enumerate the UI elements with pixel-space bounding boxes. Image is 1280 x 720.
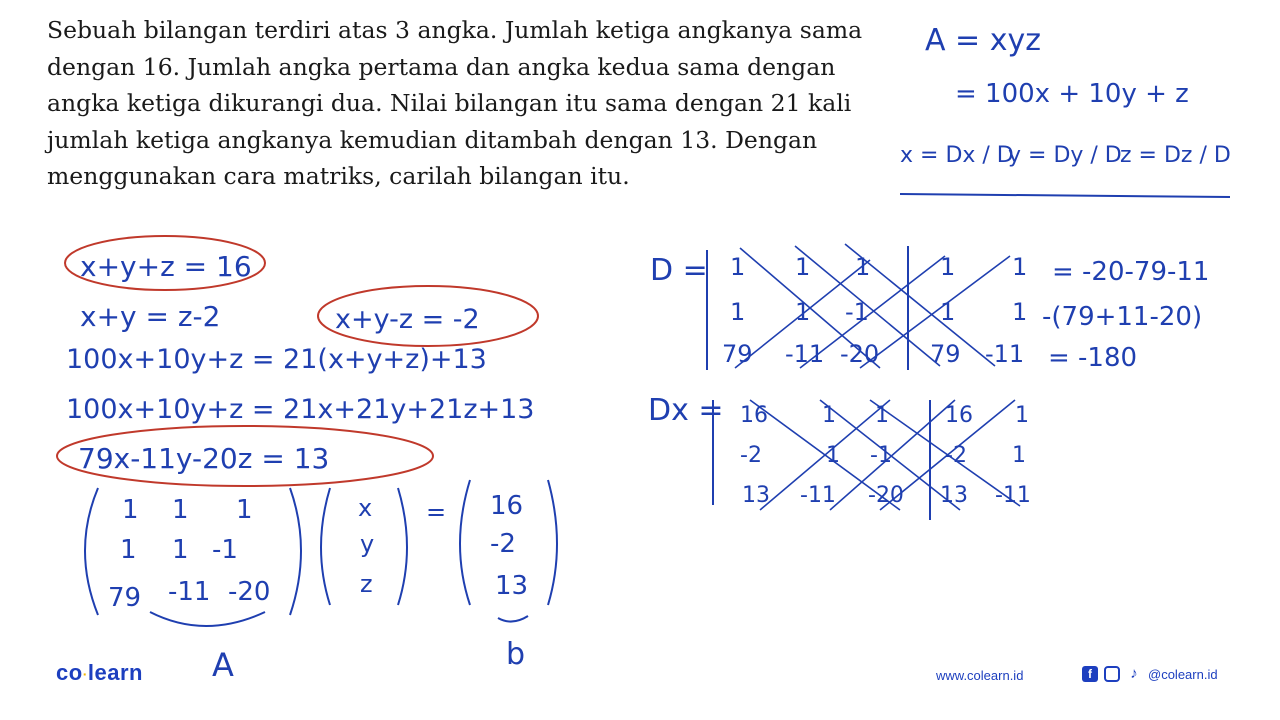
det-cell: -2 (945, 443, 967, 468)
vector-var: x (358, 494, 373, 522)
logo-right: learn (87, 660, 143, 685)
d-calc-line-1: = -20-79-11 (1052, 257, 1210, 287)
det-cell: 1 (940, 298, 956, 326)
matrix-cell: -20 (228, 577, 271, 607)
problem-line: Sebuah bilangan terdiri atas 3 angka. Jumlah ketiga angkanya sama (47, 16, 863, 44)
vector-var: z (360, 570, 373, 598)
det-cell: 1 (855, 253, 871, 281)
det-cell: 1 (875, 403, 889, 428)
social-links (1082, 666, 1218, 682)
det-cell: 1 (826, 443, 840, 468)
matrix-a-right-paren (290, 488, 301, 615)
det-cell: -11 (995, 483, 1031, 508)
vector-b-cell: 16 (490, 491, 524, 521)
vector-b-left-paren (460, 480, 470, 605)
instagram-icon[interactable] (1104, 666, 1120, 682)
det-cell: 1 (1012, 443, 1026, 468)
matrix-cell: 1 (236, 495, 253, 525)
footer-bar (0, 650, 1280, 700)
det-cell: -11 (800, 483, 836, 508)
cramer-x: x = Dx / D (900, 143, 1014, 168)
matrix-a (108, 495, 270, 613)
problem-line: menggunakan cara matriks, carilah bilangan itu. (47, 162, 630, 191)
d-calc-line-2: -(79+11-20) (1042, 302, 1203, 332)
d-calc-result: = -180 (1048, 343, 1138, 373)
determinant-d-label: D = (650, 253, 708, 288)
det-cell: -1 (845, 298, 869, 326)
problem-line: jumlah ketiga angkanya kemudian ditambah dengan 13. Dengan (47, 125, 818, 154)
det-cell: -1 (870, 443, 892, 468)
equation-3: 100x+10y+z = 21(x+y+z)+13 (66, 344, 487, 375)
det-cell: 1 (940, 253, 956, 281)
label-b: b (506, 637, 526, 672)
matrix-cell: 1 (172, 495, 189, 525)
equation-3c: 79x-11y-20z = 13 (78, 442, 330, 475)
equation-3b: 100x+10y+z = 21x+21y+21z+13 (66, 394, 535, 425)
equals-sign: = (426, 498, 447, 526)
cramer-y: y = Dy / D (1008, 143, 1122, 168)
facebook-icon[interactable]: f (1082, 666, 1098, 682)
det-cell: 1 (730, 298, 746, 326)
det-cell: -20 (868, 483, 904, 508)
matrix-cell: 1 (122, 495, 139, 525)
vector-var: y (360, 530, 375, 558)
det-cell: 16 (945, 403, 973, 428)
equation-2b: x+y-z = -2 (335, 304, 480, 335)
det-cell: -2 (740, 443, 762, 468)
det-cell: 1 (1012, 298, 1028, 326)
det-cell: -11 (985, 340, 1025, 368)
equation-2: x+y = z-2 (80, 300, 221, 333)
problem-line: angka ketiga dikurangi dua. Nilai bilangan itu sama dengan 21 kali (47, 89, 852, 118)
matrix-cell: 1 (120, 535, 137, 565)
vector-right-paren (398, 488, 407, 605)
det-cell: 1 (795, 253, 811, 281)
det-cell: 1 (822, 403, 836, 428)
brace-under-vector-b (498, 616, 528, 622)
matrix-cell: 79 (108, 583, 142, 613)
matrix-cell: -11 (168, 577, 211, 607)
det-cell: 1 (1015, 403, 1029, 428)
vector-b-cell: -2 (490, 529, 516, 559)
logo-left: co (56, 660, 83, 685)
det-cell: -11 (785, 340, 825, 368)
problem-line: dengan 16. Jumlah angka pertama dan angka kedua sama dengan (47, 52, 836, 81)
tiktok-icon[interactable]: ♪ (1130, 665, 1138, 682)
matrix-cell: 1 (172, 535, 189, 565)
label-a: A (212, 646, 234, 684)
det-cell: 1 (1012, 253, 1028, 281)
website-link[interactable]: www.colearn.id (936, 668, 1024, 683)
det-cell: 1 (795, 298, 811, 326)
det-cell: 79 (930, 340, 961, 368)
matrix-a-left-paren (85, 488, 98, 615)
determinant-dx-grid (740, 403, 1031, 508)
separator-line (900, 194, 1230, 197)
determinant-dx-label: Dx = (648, 393, 724, 428)
colearn-logo (56, 660, 143, 686)
det-cell: 13 (940, 483, 968, 508)
cramer-z: z = Dz / D (1120, 143, 1231, 168)
number-definition: A = xyz (925, 23, 1041, 58)
number-expanded: = 100x + 10y + z (955, 79, 1189, 109)
equation-1: x+y+z = 16 (80, 250, 252, 283)
matrix-cell: -1 (212, 535, 238, 565)
det-cell: 16 (740, 403, 768, 428)
det-cell: 13 (742, 483, 770, 508)
logo-dot: · (82, 666, 88, 683)
brace-under-matrix (150, 612, 265, 626)
det-cell: 79 (722, 340, 753, 368)
vector-left-paren (321, 488, 330, 605)
vector-b-cell: 13 (495, 571, 529, 601)
det-cell: 1 (730, 253, 746, 281)
vector-b-right-paren (548, 480, 557, 605)
social-handle[interactable]: @colearn.id (1148, 666, 1218, 682)
det-cell: -20 (840, 340, 880, 368)
